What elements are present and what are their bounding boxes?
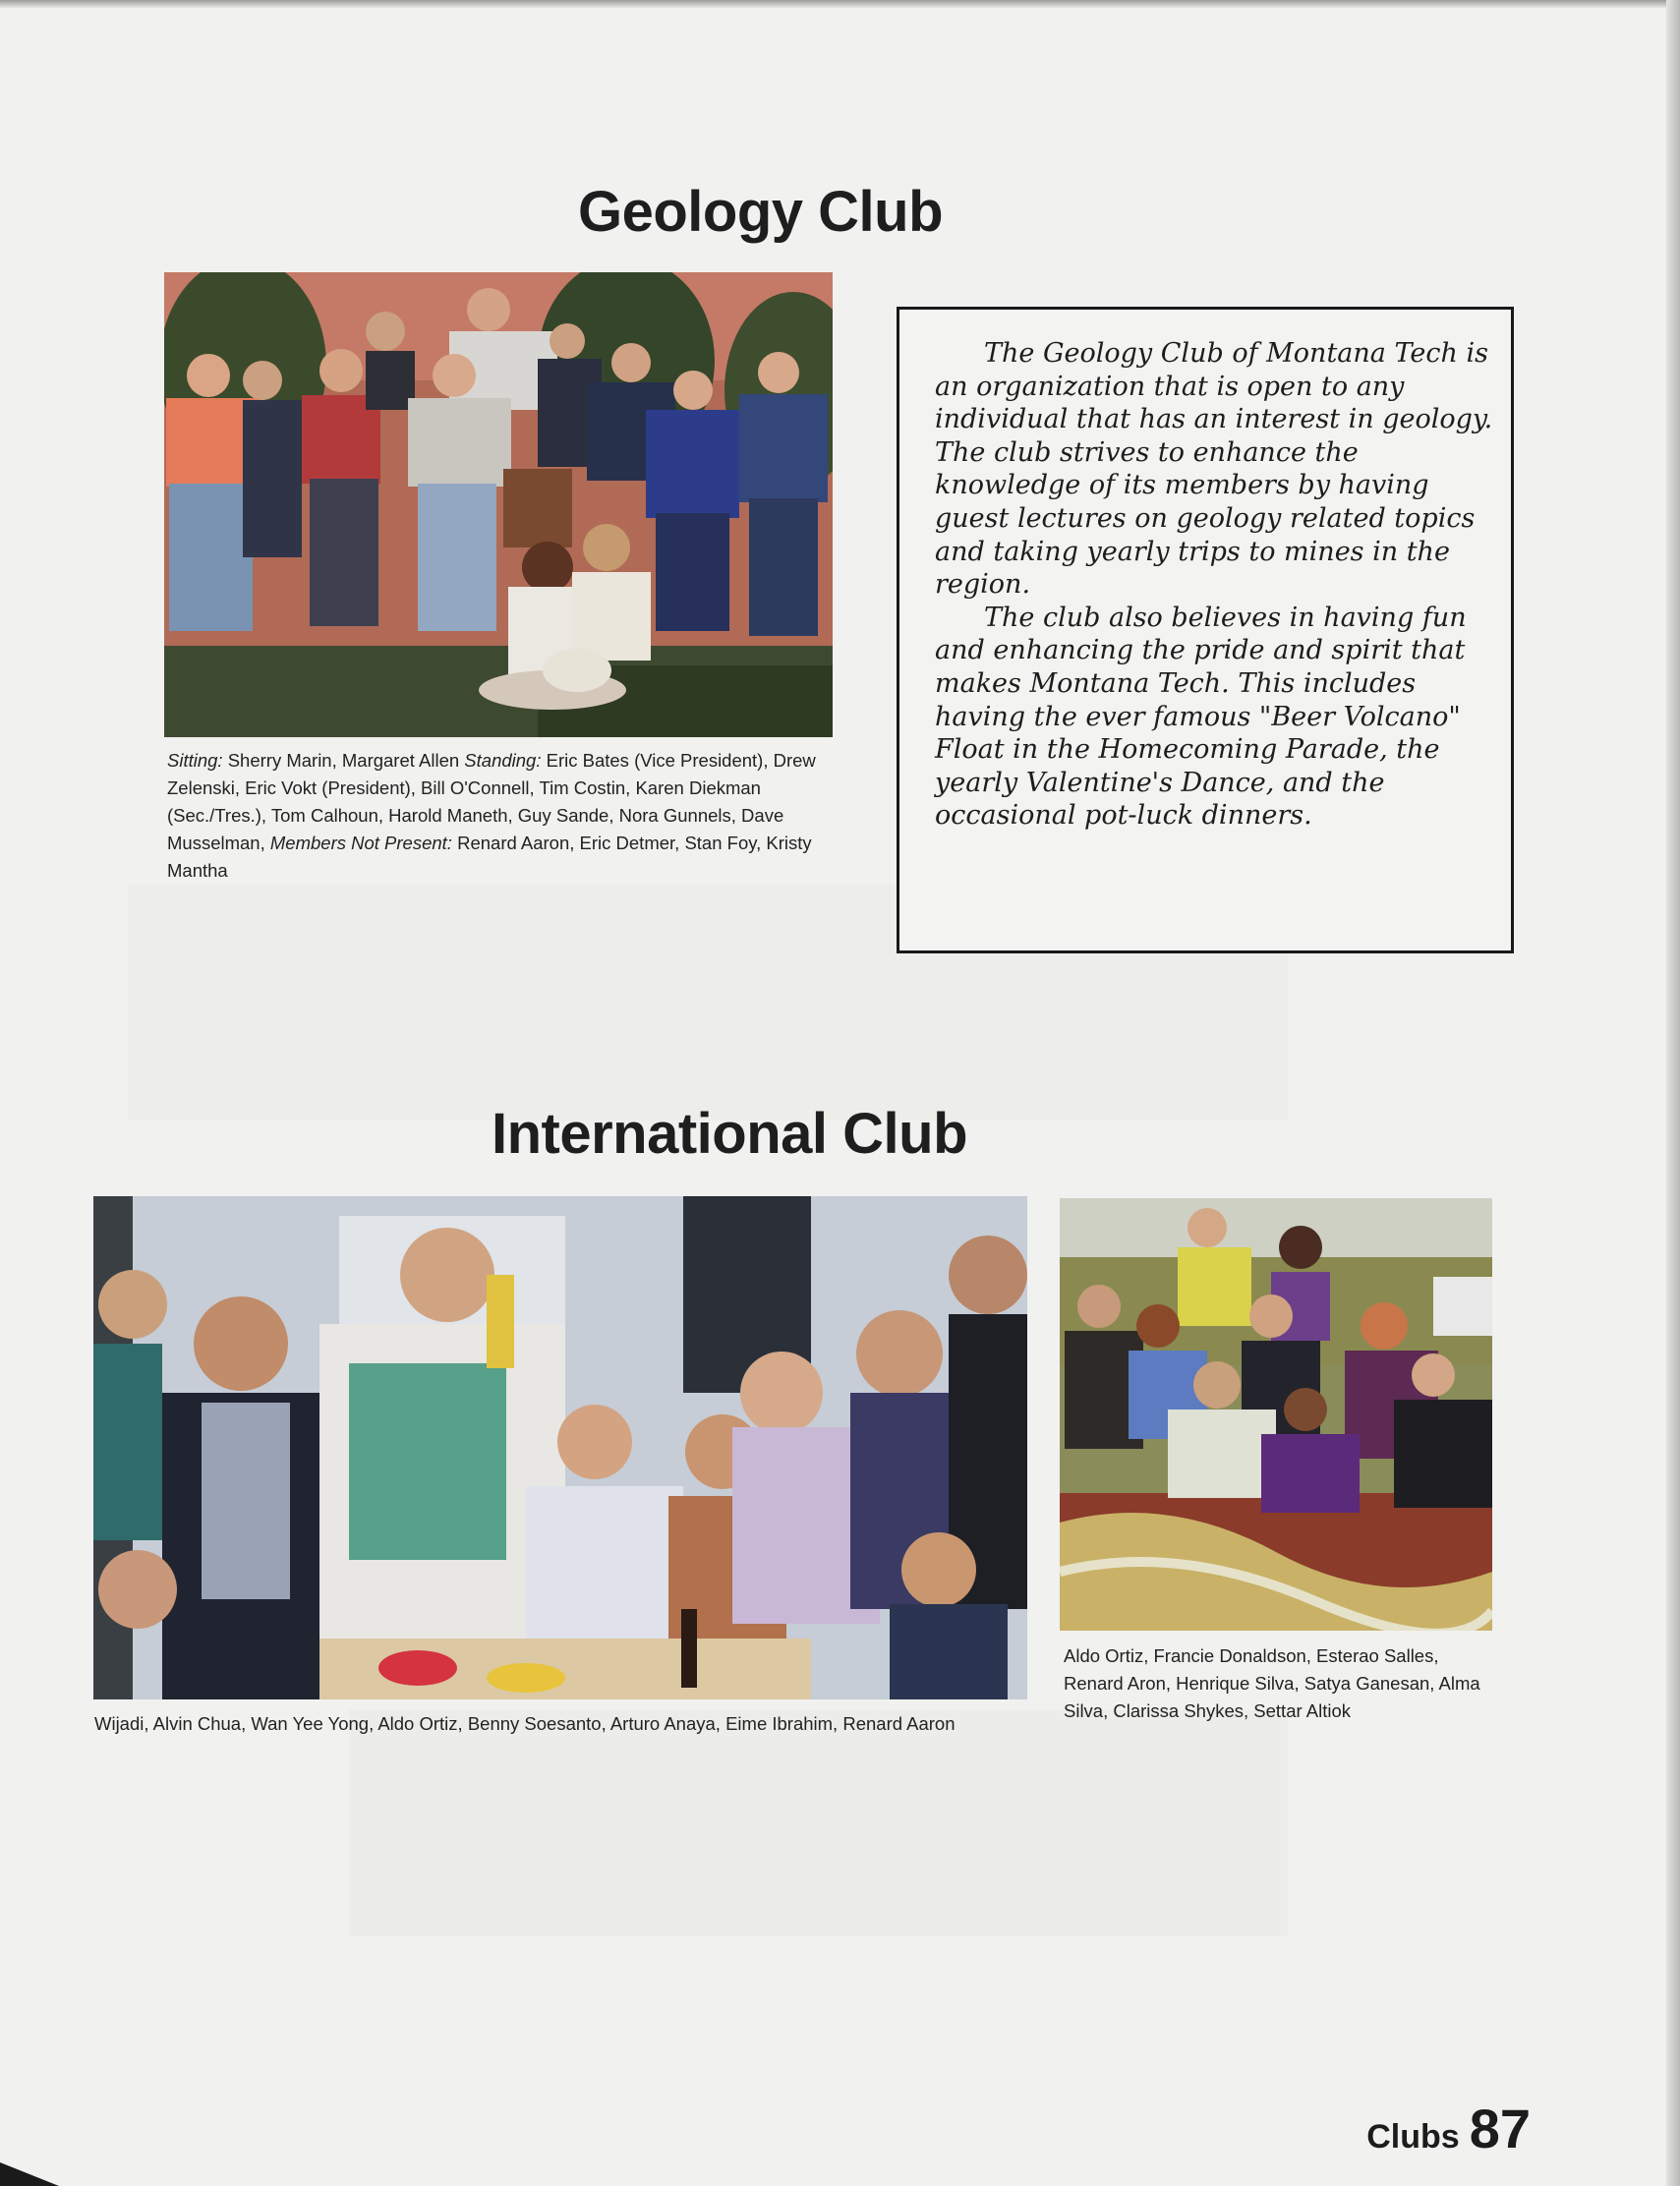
international-club-title: International Club <box>492 1102 967 1166</box>
international-right-caption: Aldo Ortiz, Francie Donaldson, Esterao Salles, Renard Aron, Henrique Silva, Satya Ganesan, Alma Silva, Clarissa Shykes, Settar Altiok <box>1064 1645 1480 1721</box>
international-club-group-photo <box>93 1196 1027 1699</box>
page-folio <box>1366 2097 1531 2160</box>
folio-page-number: 87 <box>1469 2098 1531 2159</box>
folio-section: Clubs <box>1366 2118 1460 2156</box>
geology-story-box <box>897 307 1514 953</box>
story-paragraph-1: The Geology Club of Montana Tech is an organization that is open to any individual that has an interest in geology. The club strives to enhance the knowledge of its members by having guest lectures on geology related topics and taking yearly trips to mines in the region. <box>935 338 1493 601</box>
caption-standing-label: Standing: <box>464 750 542 771</box>
page-corner-shadow <box>0 2162 59 2186</box>
caption-absent-label: Members Not Present: <box>269 833 452 853</box>
bleed-through-block <box>349 1710 1288 1936</box>
geology-photo-caption <box>167 747 828 885</box>
caption-sitting-label: Sitting: <box>167 750 223 771</box>
geology-club-title: Geology Club <box>578 180 943 244</box>
caption-standing-names: Eric Bates (Vice President), Drew Zelenski, Eric Vokt (President), Bill O'Connell, Tim Costin, Karen Diekman (Sec./Tres.), Tom Calhoun, Harold Maneth, Guy Sande, Nora Gunnels, Dave Musselman, <box>167 750 816 853</box>
international-left-caption: Wijadi, Alvin Chua, Wan Yee Yong, Aldo Ortiz, Benny Soesanto, Arturo Anaya, Eime Ibrahim, Renard Aaron <box>94 1713 956 1734</box>
geology-club-group-photo <box>164 272 833 737</box>
story-paragraph-2: The club also believes in having fun and enhancing the pride and spirit that makes Montana Tech. This includes having the ever famous "Beer Volcano" Float in the Homecoming Parade, the yearly Valentine's Dance, and the occasional pot-luck dinners. <box>935 602 1467 832</box>
page-edge-top <box>0 0 1680 8</box>
international-club-float-photo <box>1060 1198 1492 1631</box>
caption-absent-names: Renard Aaron, Eric Detmer, Stan Foy, Kristy Mantha <box>167 833 812 881</box>
page-edge-right <box>1666 0 1680 2186</box>
geology-story-text <box>935 337 1495 833</box>
caption-sitting-names: Sherry Marin, Margaret Allen <box>222 750 465 771</box>
